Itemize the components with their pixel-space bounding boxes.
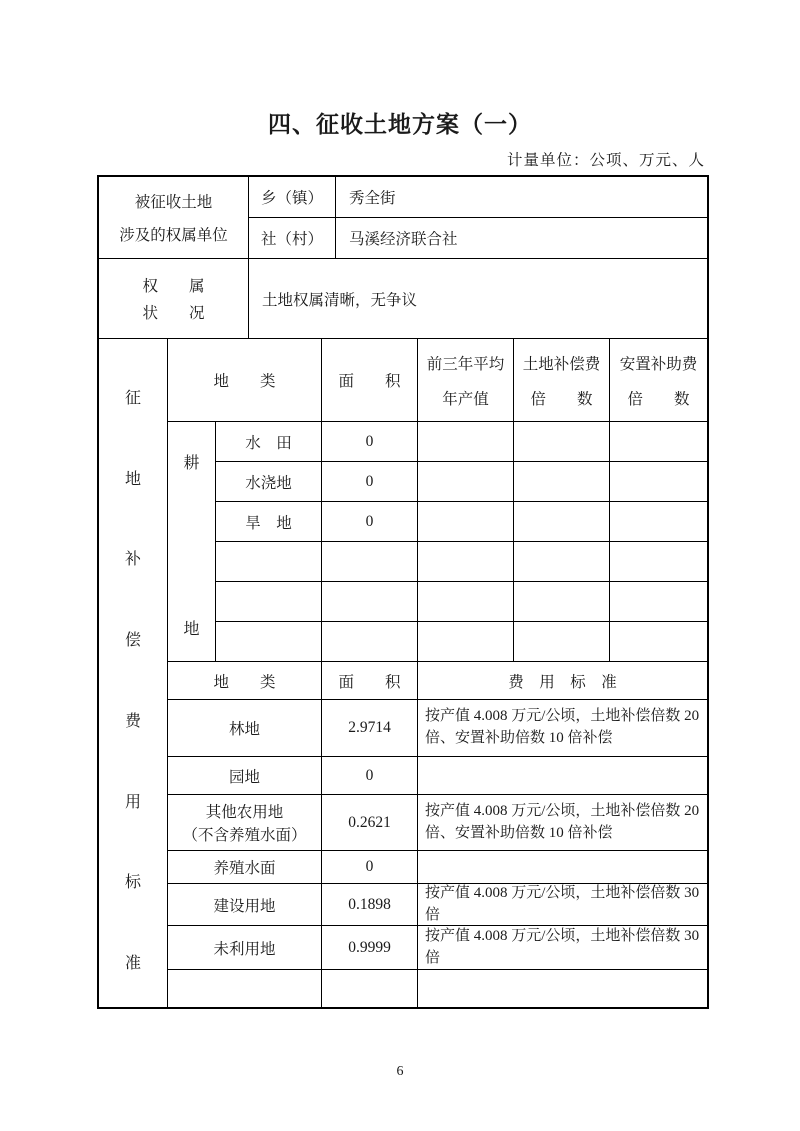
header-land-comp-line2: 倍 数 <box>530 390 593 408</box>
farm-row-resettle <box>610 582 707 622</box>
side-label-char: 地 <box>124 470 141 488</box>
header2-fee-standard: 费 用 标 准 <box>418 662 707 700</box>
standard-row-area <box>322 970 418 1007</box>
farm-row-name <box>216 542 322 582</box>
owner-unit-label-line1: 被征收土地 <box>134 194 213 212</box>
standard-row-area: 0.1898 <box>322 884 418 926</box>
side-label-char: 标 <box>124 874 141 892</box>
ownership-status-label-line1: 权 属 <box>142 278 205 296</box>
ownership-status-label <box>99 259 249 339</box>
header-annual-output <box>418 339 514 422</box>
farm-row-name: 水 田 <box>216 422 322 462</box>
farm-row-resettle <box>610 502 707 542</box>
standard-row-area: 0 <box>322 851 418 884</box>
header-annual-output-line1: 前三年平均 <box>426 355 505 373</box>
farm-row-resettle <box>610 462 707 502</box>
farm-row-area <box>322 622 418 662</box>
farm-row-area: 0 <box>322 502 418 542</box>
farm-row-area <box>322 582 418 622</box>
farm-row-name <box>216 622 322 662</box>
header-annual-output-line2: 年产值 <box>442 390 489 408</box>
standard-row-standard: 按产值 4.008 万元/公顷，土地补偿倍数 30 倍 <box>418 884 707 926</box>
farm-row-annual-value <box>418 422 514 462</box>
side-label-char: 补 <box>124 551 141 569</box>
standard-row-name: 建设用地 <box>168 884 322 926</box>
ownership-status-label-line2: 状 况 <box>142 304 205 322</box>
farm-row-land-comp <box>514 542 610 582</box>
farm-row-name: 旱 地 <box>216 502 322 542</box>
standard-row-standard <box>418 757 707 795</box>
standard-row-standard <box>418 851 707 884</box>
standard-row-standard <box>418 970 707 1007</box>
ownership-status-value: 土地权属清晰，无争议 <box>249 259 707 339</box>
standard-row-standard: 按产值 4.008 万元/公顷，土地补偿倍数 30 倍 <box>418 926 707 970</box>
farm-row-annual-value <box>418 582 514 622</box>
farm-row-land-comp <box>514 582 610 622</box>
standard-row-name-line2: （不含养殖水面） <box>182 826 307 844</box>
side-label-compensation-standard <box>99 339 168 1007</box>
farm-row-area: 0 <box>322 462 418 502</box>
township-label: 乡（镇） <box>249 177 336 218</box>
group-label-char: 耕 <box>183 455 200 472</box>
side-label-char: 偿 <box>124 632 141 650</box>
standard-row-name <box>168 795 322 851</box>
standard-row-name: 未利用地 <box>168 926 322 970</box>
standard-row-standard: 按产值 4.008 万元/公顷，土地补偿倍数 20 倍、安置补助倍数 10 倍补偿 <box>418 700 707 757</box>
farm-row-area <box>322 542 418 582</box>
farm-row-name <box>216 582 322 622</box>
side-label-char: 费 <box>124 712 141 730</box>
standard-row-name: 园地 <box>168 757 322 795</box>
header2-area: 面 积 <box>322 662 418 700</box>
header-land-comp-multiple <box>514 339 610 422</box>
farm-row-area: 0 <box>322 422 418 462</box>
farm-row-land-comp <box>514 462 610 502</box>
township-value: 秀全街 <box>336 177 707 218</box>
farm-row-land-comp <box>514 422 610 462</box>
farm-row-land-comp <box>514 622 610 662</box>
farm-row-resettle <box>610 542 707 582</box>
farm-row-annual-value <box>418 502 514 542</box>
measurement-unit-note: 计量单位：公项、万元、人 <box>506 152 705 169</box>
side-label-char: 准 <box>124 954 141 972</box>
page-number: 6 <box>396 1064 404 1079</box>
header-land-type: 地 类 <box>168 339 322 422</box>
standard-row-area: 0.2621 <box>322 795 418 851</box>
village-value: 马溪经济联合社 <box>336 218 707 259</box>
header-land-comp-line1: 土地补偿费 <box>522 355 601 373</box>
farm-row-resettle <box>610 622 707 662</box>
farm-row-annual-value <box>418 542 514 582</box>
farm-row-annual-value <box>418 622 514 662</box>
land-acquisition-table <box>97 175 709 1009</box>
header-resettlement-multiple <box>610 339 707 422</box>
standard-row-name: 养殖水面 <box>168 851 322 884</box>
village-label: 社（村） <box>249 218 336 259</box>
standard-row-name-line1: 其他农用地 <box>205 804 284 822</box>
page-title: 四、征收土地方案（一） <box>268 111 532 137</box>
side-label-char: 征 <box>124 390 141 407</box>
header-resettlement-line2: 倍 数 <box>627 390 690 408</box>
header-resettlement-line1: 安置补助费 <box>619 355 698 373</box>
farm-row-name: 水浇地 <box>216 462 322 502</box>
group-label-cultivated-land <box>168 422 216 662</box>
standard-row-area: 2.9714 <box>322 700 418 757</box>
side-label-char: 用 <box>124 793 141 811</box>
farm-row-land-comp <box>514 502 610 542</box>
standard-row-area: 0 <box>322 757 418 795</box>
farm-row-annual-value <box>418 462 514 502</box>
standard-row-area: 0.9999 <box>322 926 418 970</box>
header2-land-type: 地 类 <box>168 662 322 700</box>
header-area: 面 积 <box>322 339 418 422</box>
owner-unit-label-line2: 涉及的权属单位 <box>119 226 228 244</box>
group-label-char: 地 <box>183 621 200 638</box>
farm-row-resettle <box>610 422 707 462</box>
standard-row-name <box>168 970 322 1007</box>
owner-unit-label <box>99 177 249 259</box>
standard-row-name: 林地 <box>168 700 322 757</box>
standard-row-standard: 按产值 4.008 万元/公顷，土地补偿倍数 20 倍、安置补助倍数 10 倍补偿 <box>418 795 707 851</box>
